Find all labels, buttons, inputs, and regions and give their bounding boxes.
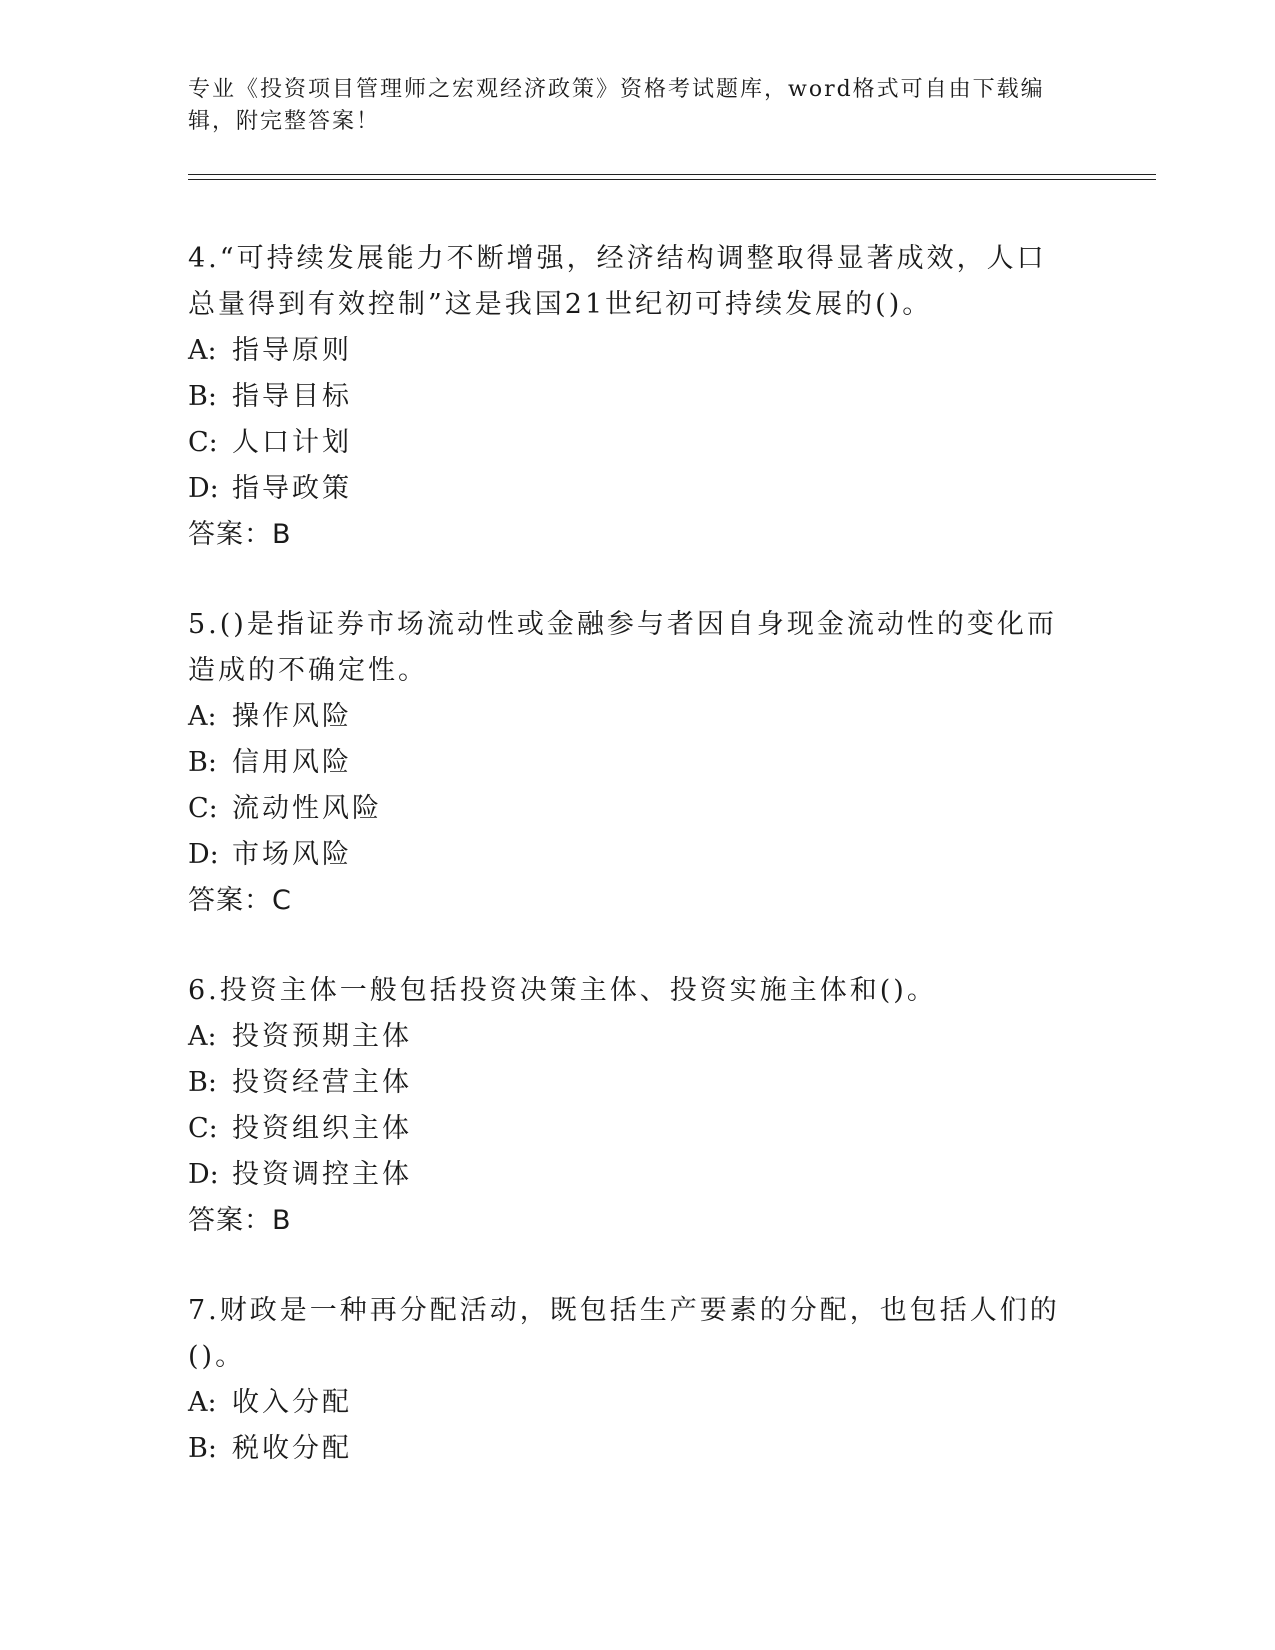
option-label: D: (188, 839, 219, 870)
option-text: 人口计划 (232, 427, 352, 458)
option-text: 投资调控主体 (232, 1159, 412, 1190)
option-a (188, 1380, 1068, 1426)
question-5 (188, 602, 1068, 924)
option-text: 指导目标 (232, 381, 352, 412)
spacer (188, 1244, 1068, 1288)
option-label: A: (188, 1387, 217, 1418)
option-label: D: (188, 473, 219, 504)
question-4 (188, 236, 1068, 558)
question-stem: 7.财政是一种再分配活动，既包括生产要素的分配，也包括人们的()。 (188, 1295, 1060, 1372)
option-b (188, 740, 1068, 786)
option-label: C: (188, 793, 218, 824)
option-label: B: (188, 1433, 217, 1464)
option-text: 税收分配 (232, 1433, 352, 1464)
option-text: 指导原则 (232, 335, 352, 366)
option-label: B: (188, 381, 217, 412)
option-b (188, 374, 1068, 420)
header-divider-top (188, 174, 1156, 175)
option-b (188, 1426, 1068, 1472)
spacer (188, 558, 1068, 602)
option-label: B: (188, 747, 217, 778)
option-d (188, 466, 1068, 512)
spacer (188, 924, 1068, 968)
option-c (188, 786, 1068, 832)
option-d (188, 1152, 1068, 1198)
question-stem: 6.投资主体一般包括投资决策主体、投资实施主体和()。 (188, 975, 937, 1006)
option-label: A: (188, 701, 217, 732)
question-stem: 5.()是指证券市场流动性或金融参与者因自身现金流动性的变化而造成的不确定性。 (188, 609, 1057, 686)
option-b (188, 1060, 1068, 1106)
question-list (188, 236, 1068, 1472)
option-label: A: (188, 335, 217, 366)
option-text: 投资预期主体 (232, 1021, 412, 1052)
option-d (188, 832, 1068, 878)
option-text: 流动性风险 (232, 793, 382, 824)
option-text: 信用风险 (232, 747, 352, 778)
option-c (188, 1106, 1068, 1152)
option-text: 收入分配 (232, 1387, 352, 1418)
option-text: 指导政策 (232, 473, 352, 504)
question-6 (188, 968, 1068, 1244)
option-a (188, 328, 1068, 374)
option-text: 操作风险 (232, 701, 352, 732)
option-text: 投资组织主体 (232, 1113, 412, 1144)
option-a (188, 694, 1068, 740)
option-label: D: (188, 1159, 219, 1190)
answer: 答案：C (188, 885, 292, 916)
option-a (188, 1014, 1068, 1060)
answer: 答案：B (188, 1205, 292, 1236)
question-7 (188, 1288, 1068, 1472)
question-stem: 4.“可持续发展能力不断增强，经济结构调整取得显著成效，人口总量得到有效控制”这是我国21世纪初可持续发展的()。 (188, 243, 1047, 320)
document-header: 专业《投资项目管理师之宏观经济政策》资格考试题库，word格式可自由下载编辑，附完整答案！ (188, 77, 1045, 134)
option-label: C: (188, 427, 218, 458)
answer: 答案：B (188, 519, 292, 550)
header-divider-bottom (188, 179, 1156, 180)
option-label: A: (188, 1021, 217, 1052)
option-label: C: (188, 1113, 218, 1144)
option-text: 投资经营主体 (232, 1067, 412, 1098)
option-label: B: (188, 1067, 217, 1098)
option-text: 市场风险 (232, 839, 352, 870)
option-c (188, 420, 1068, 466)
